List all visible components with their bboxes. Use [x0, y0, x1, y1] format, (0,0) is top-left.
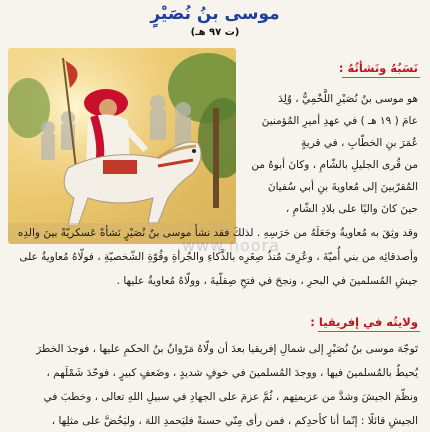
text-line: حينَ كانَ واليًا على بلادِ الشّامِ ،	[285, 203, 418, 215]
heading-underline	[342, 77, 420, 78]
text-line: المُقرّبينَ إلى مُعاويةَ بنِ أبي سُفيانَ	[267, 181, 418, 193]
heading-underline	[318, 331, 420, 332]
text-line: تَوجّهَ موسى بنُ نُصَيْرٍ إلى شمالِ إفريقيا بعدَ أن ولّاهُ مَرْوانُ بنُ الحكمِ عليها ، فوجدَ الخطرَ	[36, 343, 418, 355]
text-line: الجيشِ قائلًا : إنّما أنا كأحدِكم ، فمن رأى مِنّي حسنةً فليَحمدِ اللهَ ، وليَحُضَّ على مثلِها ،	[51, 415, 418, 427]
text-line: عُمَرَ بنِ الخطّابِ ، في قريةٍ	[301, 137, 418, 149]
section-heading-lineage: نَسَبُهُ ونَشأتُهُ :	[338, 61, 418, 75]
text-line: هو موسى بنُ نُصَيْرِ اللَّخْمِيُّ ، وُلِدَ	[278, 93, 418, 105]
text-line: عامَ ( ١٩ هـ ) في عهدِ أميرِ المُؤمنينَ	[261, 115, 418, 127]
illustration-horse-rider	[8, 48, 236, 244]
text-line: وأصدقائِه من بني أُميّةَ ، وعُرِفَ مُنذُ صِغَرِه بالذَّكاءِ والجُرأةِ وقُوّةِ الشّخصيّةِ ، فولّاهُ مُعاويةُ على	[19, 251, 418, 263]
text-line: وقد وثِقَ به مُعاويةُ وجَعَلَهُ من حَرَسِهِ . لذلكَ فقد نشأَ موسى بنُ نُصَيْرٍ نَشأةً عَسكريّةً بينَ والدِه	[17, 227, 418, 239]
section-heading-governorship: ولايتُه في إفريقيا :	[310, 315, 418, 329]
death-year: (ت ٩٧ هـ)	[190, 27, 240, 38]
page-title: موسى بنُ نُصَيْرٍ	[150, 4, 280, 24]
text-line: ونظّمَ الجيشَ وشدَّ من عزيمتِهم ، ثُمَّ عزمَ على الجهادِ في سبيلِ اللهِ تعالى ، وخطبَ في	[43, 391, 418, 403]
rider-illustration-svg	[8, 48, 236, 244]
text-line: من قُرى الجليلِ بالشّامِ ، وكانَ أبوهُ من	[251, 159, 418, 171]
text-line: جيشِ المُسلمينَ في البحرِ ، ونجحَ في فتحِ صِقلّيةَ ، وولّاهُ مُعاويةُ عليها .	[116, 275, 418, 287]
watermark-text: www.noora	[182, 236, 280, 255]
text-line: يُحيطُ بالمُسلمينَ فيها ، ووجدَ المُسلمينَ في خوفٍ شديدٍ ، وضَعفٍ كبيرٍ ، فوحّدَ شَمْلَهم ،	[46, 367, 418, 379]
